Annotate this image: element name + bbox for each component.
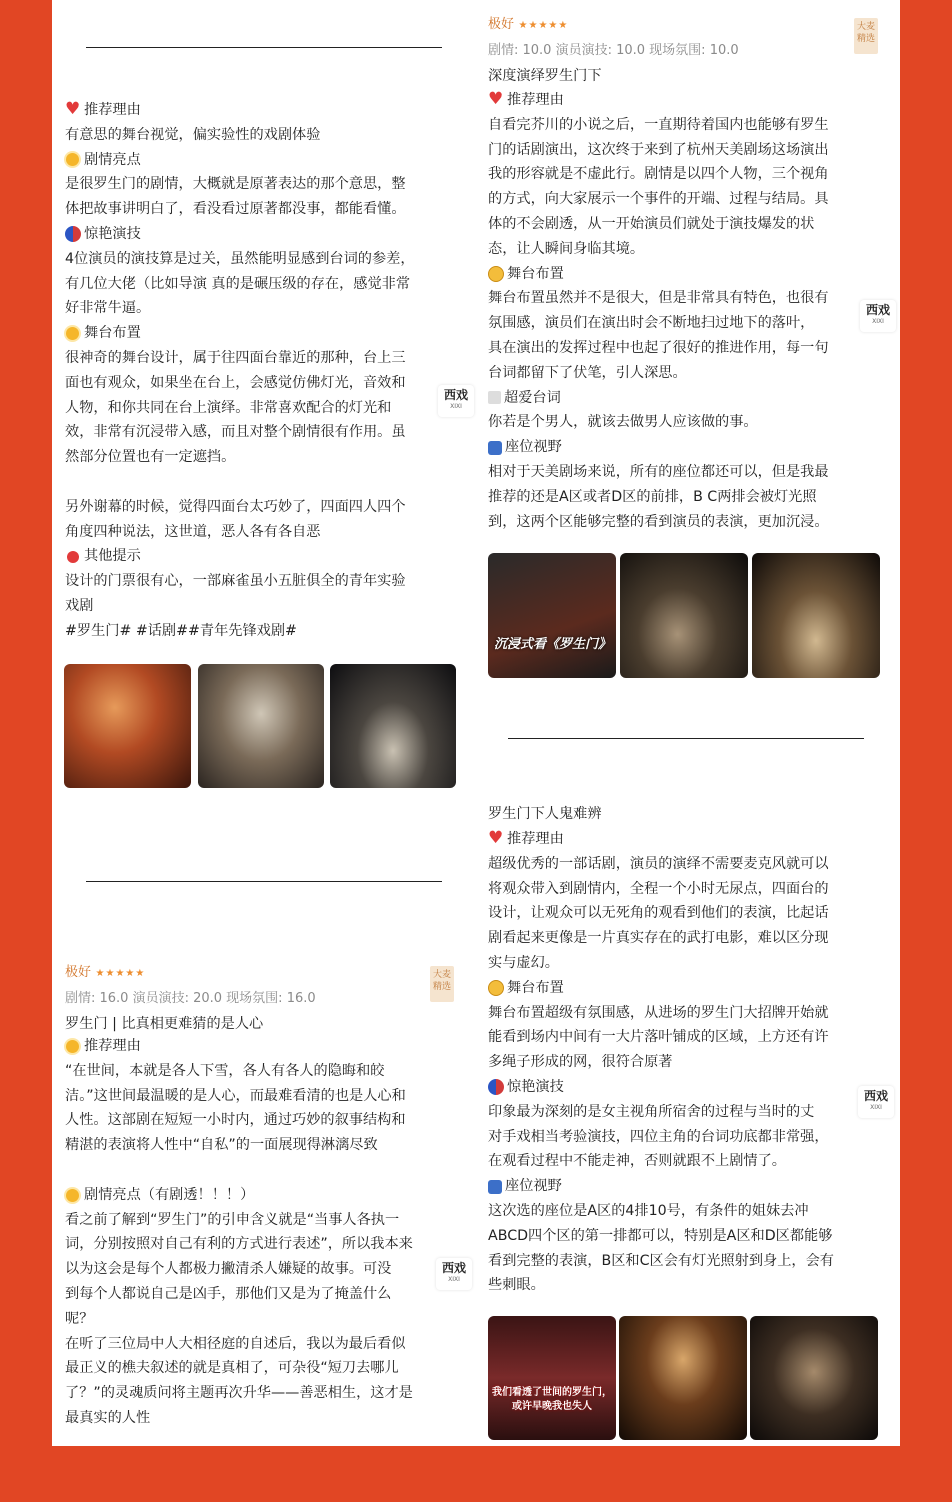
review-card-c-header [65, 960, 465, 1036]
sun-icon [66, 1040, 79, 1053]
body-line: 将观众带入到剧情内，全程一个小时无尿点，四面台的 [488, 880, 829, 897]
mask-icon [488, 1079, 504, 1095]
grin-icon [488, 980, 504, 996]
section-title: 座位视野 [505, 1178, 562, 1195]
review-card-b-header [488, 12, 888, 88]
mask-icon [65, 226, 81, 242]
section-heading [488, 1174, 888, 1199]
xixi-watermark-icon: 西戏 XIXI [438, 385, 474, 417]
body-line: 态，让人瞬间身临其境。 [488, 240, 645, 257]
sun-icon [66, 1189, 79, 1202]
section-title: 推荐理由 [507, 92, 564, 108]
body-line: 实与虚幻。 [488, 954, 559, 971]
damai-badge-icon: 大麦精选 [430, 966, 454, 1002]
body-line: 体的不会剧透，从一开始演员们就处于演技爆发的状 [488, 215, 815, 232]
seat-icon [488, 441, 502, 455]
body-line: 门的话剧演出，这次终于来到了杭州天美剧场这场演出 [488, 141, 829, 158]
body-line: 相对于天美剧场来说，所有的座位都还可以，但是我最 [488, 463, 829, 480]
xixi-watermark-icon: 西戏 XIXI [858, 1086, 894, 1118]
body-line: 舞台布置虽然并不是很大，但是非常具有特色，也很有 [488, 290, 829, 307]
body-line: 到每个人都说自己是凶手，那他们又是为了掩盖什么 [65, 1285, 392, 1302]
section-heading [488, 976, 888, 1001]
body-line: 角度四种说法，这世道，恶人各有各自恶 [65, 523, 321, 540]
body-line: “在世间，本就是各人下雪，各人有各人的隐晦和皎 [65, 1062, 385, 1079]
body-line [65, 1158, 465, 1183]
body-line: 精湛的表演将人性中“自私”的一面展现得淋漓尽致 [65, 1137, 378, 1154]
review-card-d-header [488, 802, 888, 827]
heart-icon [488, 92, 504, 108]
body-line: 舞台布置超级有氛围感，从进场的罗生门大招牌开始就 [488, 1004, 829, 1021]
body-line: 推荐的还是A区或者D区的前排，B C两排会被灯光照 [488, 488, 817, 505]
body-line: 具在演出的发挥过程中也起了很好的推进作用，每一句 [488, 339, 829, 356]
pin-icon [67, 551, 79, 563]
heart-icon [65, 102, 81, 118]
section-title: 剧情亮点（有剧透！！！） [84, 1186, 255, 1203]
body-line [65, 470, 465, 495]
star-rating-icon: ★★★★★ [95, 968, 146, 979]
body-line: 看之前了解到“罗生门”的引申含义就是“当事人各执一 [65, 1211, 400, 1228]
body-line: 人物，和你共同在台上演绎。非常喜欢配合的灯光和 [65, 399, 392, 416]
section-heading [65, 148, 465, 173]
page [52, 0, 900, 1446]
section-heading [65, 321, 465, 346]
grin-icon [488, 266, 504, 282]
section-heading [488, 435, 888, 460]
body-line: 4位演员的演技算是过关，虽然能明显感到台词的参差， [65, 250, 415, 267]
review-photo[interactable] [619, 1316, 747, 1440]
body-line: 以为这会是每个人都极力撇清杀人嫌疑的故事。可没 [65, 1261, 392, 1278]
divider [86, 881, 442, 882]
review-title: 深度演绎罗生门下 [488, 67, 602, 84]
section-heading [488, 386, 888, 411]
body-line: 在听了三位局中人大相径庭的自述后，我以为最后看似 [65, 1335, 406, 1352]
body-line: 呢？ [65, 1310, 94, 1327]
section-title: 惊艳演技 [507, 1078, 564, 1095]
body-line: 我的形容就是不虚此行。剧情是以四个人物，三个视角 [488, 166, 829, 183]
section-title: 其他提示 [84, 548, 141, 565]
damai-badge-icon: 大麦精选 [854, 18, 878, 54]
body-line: 了？”的灵魂质问将主题再次升华——善恶相生，这才是 [65, 1385, 413, 1402]
body-line: 另外谢幕的时候，觉得四面台太巧妙了，四面四人四个 [65, 498, 406, 515]
body-line: 设计的门票很有心，一部麻雀虽小五脏俱全的青年实验 [65, 573, 406, 590]
review-photo[interactable] [488, 553, 616, 678]
body-line: 氛围感，演员们在演出时会不断地扫过地下的落叶， [488, 315, 815, 332]
review-card-c [65, 1034, 465, 1431]
body-line: 你若是个男人，就该去做男人应该做的事。 [488, 414, 758, 431]
body-line: 看到完整的表演，B区和C区会有灯光照射到身上，会有 [488, 1252, 834, 1269]
photo-caption: 我们看透了世间的罗生门，或许早晚我也失人 [492, 1387, 612, 1412]
review-photo[interactable] [752, 553, 880, 678]
body-line: 剧看起来更像是一片真实存在的武打电影，难以区分现 [488, 930, 829, 947]
body-line: 在观看过程中不能走神，否则就跟不上剧情了。 [488, 1153, 786, 1170]
review-card-d [488, 827, 888, 1298]
sun-icon [66, 327, 79, 340]
divider [86, 47, 442, 48]
body-line: 然部分位置也有一定遮挡。 [65, 449, 236, 466]
body-line: 有几位大佬（比如导演 真的是碾压级的存在，感觉非常 [65, 275, 411, 292]
score-line: 剧情: 10.0 演员演技: 10.0 现场氛围: 10.0 [488, 42, 739, 58]
body-line: #罗生门# #话剧##青年先锋戏剧# [65, 622, 297, 639]
rating-label: 极好 [65, 965, 92, 980]
body-line: 超级优秀的一部话剧，演员的演绎不需要麦克风就可以 [488, 855, 829, 872]
review-card-b [488, 88, 888, 534]
body-line: 戏剧 [65, 597, 94, 614]
section-heading [65, 98, 465, 123]
section-heading [65, 544, 465, 569]
review-photo[interactable] [330, 664, 456, 788]
body-line: 人性。这部剧在短短一小时内，通过巧妙的叙事结构和 [65, 1112, 406, 1129]
body-line: 自看完芥川的小说之后，一直期待着国内也能够有罗生 [488, 116, 829, 133]
score-line: 剧情: 16.0 演员演技: 20.0 现场氛围: 16.0 [65, 990, 316, 1006]
review-photo[interactable] [198, 664, 324, 788]
sun-icon [66, 153, 79, 166]
section-title: 舞台布置 [507, 265, 564, 282]
section-title: 舞台布置 [84, 325, 141, 342]
section-heading [488, 827, 888, 852]
section-heading [488, 262, 888, 287]
body-line: 有意思的舞台视觉，偏实验性的戏剧体验 [65, 126, 321, 143]
xixi-watermark-icon: 西戏 XIXI [860, 300, 896, 332]
review-title: 罗生门下人鬼难辨 [488, 806, 602, 822]
body-line: 能看到场内中间有一大片落叶铺成的区域，上方还有许 [488, 1029, 829, 1046]
body-line: 最真实的人性 [65, 1409, 151, 1426]
section-title: 推荐理由 [507, 831, 564, 847]
review-photo[interactable] [750, 1316, 878, 1440]
body-line: 洁。”这世间最温暖的是人心，而最难看清的也是人心和 [65, 1087, 406, 1104]
body-line: 很神奇的舞台设计，属于往四面台靠近的那种，台上三 [65, 349, 406, 366]
body-line: 这次选的座位是A区的4排10号，有条件的姐妹去冲 [488, 1202, 809, 1219]
body-line: 些刺眼。 [488, 1277, 545, 1294]
body-line: 印象最为深刻的是女主视角所宿舍的过程与当时的丈 [488, 1103, 815, 1120]
section-heading [65, 222, 465, 247]
section-heading [488, 88, 888, 113]
review-card-a [65, 98, 465, 644]
divider [508, 738, 864, 739]
review-title: 罗生门 | 比真相更难猜的是人心 [65, 1015, 264, 1032]
section-heading [65, 1183, 465, 1208]
section-title: 座位视野 [505, 439, 562, 456]
section-title: 推荐理由 [84, 102, 141, 118]
body-line: 好非常牛逼。 [65, 300, 151, 317]
section-title: 剧情亮点 [84, 151, 141, 168]
body-line: 台词都留下了伏笔，引人深思。 [488, 364, 687, 381]
pen-icon [488, 391, 501, 404]
body-line: ABCD四个区的第一排都可以，特别是A区和D区都能够 [488, 1227, 833, 1244]
body-line: 效，非常有沉浸带入感，而且对整个剧情很有作用。虽 [65, 424, 406, 441]
section-title: 超爱台词 [504, 389, 561, 406]
section-title: 推荐理由 [84, 1038, 141, 1054]
body-line: 的方式，向大家展示一个事件的开端、过程与结局。具 [488, 191, 829, 208]
review-photo[interactable] [488, 1316, 616, 1440]
body-line: 设计，让观众可以无死角的观看到他们的表演，比起话 [488, 905, 829, 922]
body-line: 多绳子形成的网，很符合原著 [488, 1054, 673, 1071]
heart-icon [488, 831, 504, 847]
review-photo[interactable] [64, 664, 191, 788]
body-line: 是很罗生门的剧情，大概就是原著表达的那个意思，整 [65, 176, 406, 193]
section-heading [65, 1034, 465, 1059]
xixi-watermark-icon: 西戏 XIXI [436, 1258, 472, 1290]
body-line: 体把故事讲明白了，看没看过原著都没事，都能看懂。 [65, 201, 406, 218]
review-photo[interactable] [620, 553, 748, 678]
section-title: 惊艳演技 [84, 225, 141, 242]
body-line: 最正义的樵夫叙述的就是真相了，可杂役“短刀去哪儿 [65, 1360, 399, 1377]
section-title: 舞台布置 [507, 979, 564, 996]
seat-icon [488, 1180, 502, 1194]
body-line: 到，这两个区能够完整的看到演员的表演，更加沉浸。 [488, 513, 829, 530]
body-line: 面也有观众，如果坐在台上，会感觉仿佛灯光，音效和 [65, 374, 406, 391]
photo-caption: 沉浸式看《罗生门》 [494, 637, 612, 652]
body-line: 对手戏相当考验演技，四位主角的台词功底都非常强， [488, 1128, 829, 1145]
rating-label: 极好 [488, 17, 515, 32]
section-heading [488, 1075, 888, 1100]
star-rating-icon: ★★★★★ [518, 20, 569, 31]
body-line: 词，分别按照对自己有利的方式进行表述”，所以我本来 [65, 1236, 413, 1253]
